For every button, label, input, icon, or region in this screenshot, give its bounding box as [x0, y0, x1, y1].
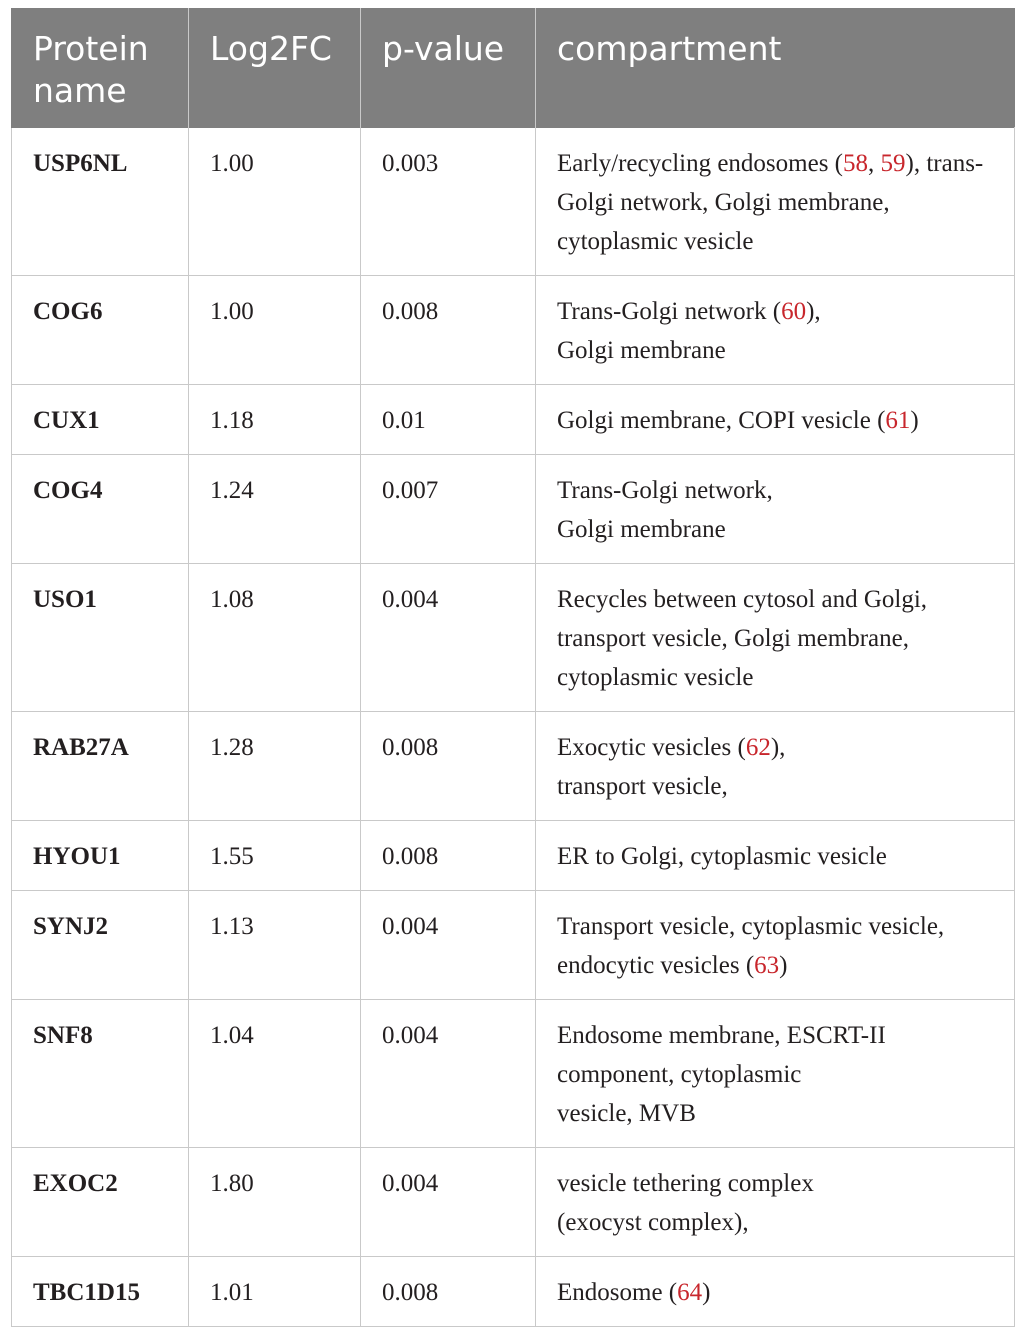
protein-name-cell: TBC1D15	[12, 1257, 189, 1327]
table-row	[12, 891, 1015, 1000]
log2fc-cell: 1.00	[189, 128, 361, 276]
compartment-text: )	[910, 407, 919, 434]
compartment-text: Endosome membrane, ESCRT-II component, cytoplasmic	[557, 1022, 886, 1088]
p-value-cell: 0.008	[361, 821, 536, 891]
p-value-cell: 0.008	[361, 712, 536, 821]
compartment-text: Early/recycling endosomes (	[557, 150, 844, 177]
compartment-cell	[536, 276, 1015, 385]
table-row	[12, 128, 1015, 276]
header-p-value: p-value	[361, 8, 536, 128]
log2fc-cell: 1.00	[189, 276, 361, 385]
protein-name-cell: EXOC2	[12, 1148, 189, 1257]
compartment-cell	[536, 1148, 1015, 1257]
log2fc-cell: 1.80	[189, 1148, 361, 1257]
protein-name-cell: COG6	[12, 276, 189, 385]
compartment-text: Golgi membrane	[557, 516, 726, 543]
log2fc-cell: 1.28	[189, 712, 361, 821]
table-row	[12, 1148, 1015, 1257]
log2fc-cell: 1.01	[189, 1257, 361, 1327]
log2fc-cell: 1.08	[189, 564, 361, 712]
compartment-text: )	[779, 952, 788, 979]
protein-table-container	[11, 8, 1014, 1327]
header-compartment: compartment	[536, 8, 1015, 128]
reference-link[interactable]: 64	[677, 1279, 703, 1306]
protein-name-cell: RAB27A	[12, 712, 189, 821]
compartment-cell	[536, 1000, 1015, 1148]
compartment-text: vesicle tethering complex	[557, 1170, 814, 1197]
compartment-cell	[536, 891, 1015, 1000]
compartment-text: Golgi membrane, COPI vesicle (	[557, 407, 886, 434]
compartment-text: ),	[770, 734, 786, 761]
compartment-text: Exocytic vesicles (	[557, 734, 746, 761]
protein-name-cell: SYNJ2	[12, 891, 189, 1000]
header-protein-name: Protein name	[12, 8, 189, 128]
compartment-cell	[536, 1257, 1015, 1327]
reference-link[interactable]: 63	[754, 952, 780, 979]
compartment-text: Recycles between cytosol and Golgi, transport vesicle, Golgi membrane, cytoplasmic vesicle	[557, 586, 928, 691]
compartment-text: Transport vesicle, cytoplasmic vesicle, endocytic vesicles (	[557, 913, 945, 979]
protein-name-cell: COG4	[12, 455, 189, 564]
log2fc-cell: 1.13	[189, 891, 361, 1000]
protein-name-cell: SNF8	[12, 1000, 189, 1148]
table-row	[12, 1000, 1015, 1148]
protein-name-cell: CUX1	[12, 385, 189, 455]
compartment-cell	[536, 455, 1015, 564]
p-value-cell: 0.004	[361, 891, 536, 1000]
compartment-cell	[536, 564, 1015, 712]
p-value-cell: 0.008	[361, 276, 536, 385]
compartment-text: (exocyst complex),	[557, 1209, 749, 1236]
p-value-cell: 0.008	[361, 1257, 536, 1327]
compartment-text: )	[702, 1279, 711, 1306]
compartment-text: Trans-Golgi network,	[557, 477, 773, 504]
compartment-text: ),	[806, 298, 821, 325]
protein-name-cell: USO1	[12, 564, 189, 712]
protein-name-cell: HYOU1	[12, 821, 189, 891]
compartment-cell	[536, 821, 1015, 891]
compartment-text: Endosome (	[557, 1279, 678, 1306]
protein-table	[11, 8, 1015, 1327]
log2fc-cell: 1.04	[189, 1000, 361, 1148]
p-value-cell: 0.01	[361, 385, 536, 455]
header-row	[12, 8, 1015, 128]
compartment-cell	[536, 128, 1015, 276]
reference-link[interactable]: 61	[885, 407, 911, 434]
table-row	[12, 1257, 1015, 1327]
table-row	[12, 564, 1015, 712]
p-value-cell: 0.004	[361, 564, 536, 712]
p-value-cell: 0.004	[361, 1000, 536, 1148]
table-header	[12, 8, 1015, 128]
reference-link[interactable]: 62	[745, 734, 771, 761]
compartment-cell	[536, 712, 1015, 821]
reference-link[interactable]: 59	[880, 150, 906, 177]
table-row	[12, 712, 1015, 821]
p-value-cell: 0.003	[361, 128, 536, 276]
compartment-text: ,	[868, 150, 881, 177]
header-log2fc: Log2FC	[189, 8, 361, 128]
protein-name-cell: USP6NL	[12, 128, 189, 276]
table-row	[12, 276, 1015, 385]
compartment-text: transport vesicle,	[557, 773, 728, 800]
p-value-cell: 0.004	[361, 1148, 536, 1257]
log2fc-cell: 1.55	[189, 821, 361, 891]
compartment-text: vesicle, MVB	[557, 1100, 696, 1127]
table-row	[12, 821, 1015, 891]
compartment-text: ER to Golgi, cytoplasmic vesicle	[557, 843, 887, 870]
compartment-text: ), trans-Golgi network, Golgi membrane, cytoplasmic vesicle	[557, 150, 984, 255]
log2fc-cell: 1.18	[189, 385, 361, 455]
table-body	[12, 128, 1015, 1327]
compartment-text: Golgi membrane	[557, 337, 726, 364]
log2fc-cell: 1.24	[189, 455, 361, 564]
compartment-text: Trans-Golgi network (	[557, 298, 782, 325]
reference-link[interactable]: 58	[843, 150, 869, 177]
p-value-cell: 0.007	[361, 455, 536, 564]
reference-link[interactable]: 60	[781, 298, 807, 325]
table-row	[12, 385, 1015, 455]
compartment-cell	[536, 385, 1015, 455]
table-row	[12, 455, 1015, 564]
